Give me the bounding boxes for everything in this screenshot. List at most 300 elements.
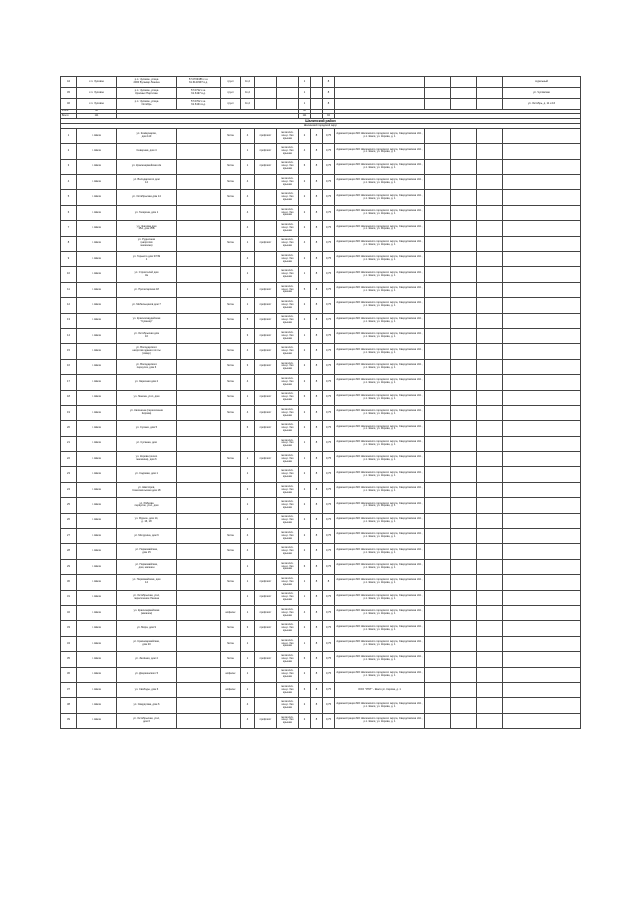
- value-cell: 8: [311, 452, 323, 467]
- empty-cell: [503, 467, 581, 482]
- coords-cell: 57.0702 с.ш. 61.6131 в.д.: [177, 99, 221, 110]
- container-type-cell: металлич. кон-р. без крышки: [277, 421, 299, 436]
- empty-cell: [177, 605, 221, 620]
- district-cell: с.п. Чусовое: [77, 99, 117, 110]
- district-cell: г. Шаля: [77, 698, 117, 713]
- location-cell: ул. Красногвардейская "Сувенир": [117, 313, 177, 328]
- count-cell: 1: [241, 282, 255, 297]
- roof-cell: профлист: [255, 621, 277, 636]
- empty-cell: [477, 513, 503, 528]
- empty-cell: [477, 621, 503, 636]
- container-type-cell: металлич. кон-р. без крышки: [277, 236, 299, 251]
- value-cell: 8: [311, 605, 323, 620]
- value-cell: 8: [311, 236, 323, 251]
- empty-cell: [425, 482, 451, 497]
- empty-cell: [477, 636, 503, 651]
- empty-cell: [451, 652, 477, 667]
- empty-cell: [311, 77, 323, 88]
- container-count-cell: 6: [299, 682, 311, 697]
- table-row: [61, 682, 581, 697]
- count-cell: 1: [299, 88, 311, 99]
- empty-cell: [503, 498, 581, 513]
- container-count-cell: 1: [299, 590, 311, 605]
- container-count-cell: 2: [299, 375, 311, 390]
- container-type-cell: металлич. кон-р. без крышки: [277, 267, 299, 282]
- container-type-cell: металлич. кон-р. без крышки: [277, 190, 299, 205]
- cover-cell: [221, 590, 241, 605]
- location-cell: ул. Октябрьская дом 10: [117, 328, 177, 343]
- empty-cell: [503, 652, 581, 667]
- empty-cell: [311, 88, 323, 99]
- owner-cell: отдельный: [503, 77, 581, 88]
- roof-cell: профлист: [255, 575, 277, 590]
- empty-cell: [451, 236, 477, 251]
- empty-cell: [503, 529, 581, 544]
- totals-label: Итого:: [61, 110, 77, 114]
- container-count-cell: 2: [299, 313, 311, 328]
- container-type-cell: металлич. кон-р. без крышки: [277, 436, 299, 451]
- roof-cell: [255, 667, 277, 682]
- empty-cell: [451, 682, 477, 697]
- value-cell: 8: [311, 128, 323, 143]
- empty-cell: [425, 575, 451, 590]
- row-number: 16: [61, 359, 77, 374]
- district-cell: г. Шаля: [77, 298, 117, 313]
- empty-cell: [451, 452, 477, 467]
- cover-cell: асфальт: [221, 682, 241, 697]
- table-row: [61, 405, 581, 420]
- count-cell: 4: [241, 698, 255, 713]
- owner-cell: Администрация МО Шалинского городского округа, Свердловская обл., р.п. Шаля, ул. Кирова, д. 1: [335, 559, 425, 574]
- empty-cell: [425, 298, 451, 313]
- roof-cell: профлист: [255, 713, 277, 728]
- empty-cell: [477, 652, 503, 667]
- empty-cell: [425, 405, 451, 420]
- empty-cell: [477, 221, 503, 236]
- owner-cell: Администрация МО Шалинского городского округа, Свердловская обл., р.п. Шаля, ул. Кирова, д. 1: [335, 467, 425, 482]
- location-cell: р.п. Чусовое, улица 2000 Бульвар Ленина: [117, 77, 177, 88]
- volume-cell: 0,75: [323, 652, 335, 667]
- count-cell: 1: [299, 99, 311, 110]
- empty-cell: [477, 452, 503, 467]
- count-cell: 1: [241, 575, 255, 590]
- district-cell: г. Шаля: [77, 605, 117, 620]
- table-row: [61, 436, 581, 451]
- empty-cell: [503, 205, 581, 220]
- cover-cell: бетон: [221, 175, 241, 190]
- cover-cell: [221, 513, 241, 528]
- empty-cell: [255, 99, 277, 110]
- roof-cell: [255, 267, 277, 282]
- table-row: [61, 190, 581, 205]
- container-count-cell: 1: [299, 575, 311, 590]
- container-type-cell: металлич. кон-р. без крышки: [277, 467, 299, 482]
- volume-cell: 0,75: [323, 298, 335, 313]
- container-type-cell: металлич. кон-р. без крышки: [277, 713, 299, 728]
- roof-cell: [255, 513, 277, 528]
- empty-cell: [477, 575, 503, 590]
- value-cell: 8: [311, 682, 323, 697]
- empty-cell: [177, 344, 221, 359]
- volume-cell: 0,75: [323, 421, 335, 436]
- empty-cell: [425, 128, 451, 143]
- owner-cell: Администрация МО Шалинского городского округа, Свердловская обл., р.п. Шаля, ул. Кирова, д. 1: [335, 405, 425, 420]
- empty-cell: [477, 77, 503, 88]
- container-type-cell: металлич. кон-р. без крышки: [277, 328, 299, 343]
- roof-cell: профлист: [255, 405, 277, 420]
- owner-cell: Администрация МО Шалинского городского округа, Свердловская обл., р.п. Шаля, ул. Кирова, д. 1: [335, 298, 425, 313]
- count-cell: 1: [241, 159, 255, 174]
- location-cell: ул. Гагарина, дом 1: [117, 205, 177, 220]
- empty-cell: [177, 482, 221, 497]
- district-cell: г. Шаля: [77, 159, 117, 174]
- volume-cell: 0,75: [323, 667, 335, 682]
- row-number: 15: [61, 344, 77, 359]
- cover-cell: грунт: [221, 99, 241, 110]
- empty-cell: [177, 190, 221, 205]
- volume-cell: 0,75: [323, 252, 335, 267]
- empty-cell: [425, 99, 451, 110]
- value-cell: 8: [311, 159, 323, 174]
- empty-cell: [425, 559, 451, 574]
- row-number: 3: [61, 159, 77, 174]
- count-cell: 1: [241, 467, 255, 482]
- cover-cell: бетон: [221, 405, 241, 420]
- empty-cell: [477, 298, 503, 313]
- table-row: [61, 282, 581, 297]
- empty-cell: [425, 88, 451, 99]
- roof-cell: профлист: [255, 390, 277, 405]
- district-cell: г. Шаля: [77, 513, 117, 528]
- row-number: 4: [61, 175, 77, 190]
- location-cell: ул. Свердлова, дом 6: [117, 698, 177, 713]
- roof-cell: профлист: [255, 344, 277, 359]
- cover-cell: грунт: [221, 88, 241, 99]
- empty-cell: [177, 590, 221, 605]
- cover-cell: [221, 498, 241, 513]
- row-number: 18: [61, 390, 77, 405]
- roof-cell: профлист: [255, 159, 277, 174]
- count-cell: 1: [241, 590, 255, 605]
- empty-cell: [425, 359, 451, 374]
- empty-cell: [451, 636, 477, 651]
- row-number: 8: [61, 236, 77, 251]
- location-cell: ул. Пролетарская 18: [117, 282, 177, 297]
- owner-cell: Администрация МО Шалинского городского округа, Свердловская обл., р.п. Шаля, ул. Кирова, д. 1: [335, 605, 425, 620]
- empty-cell: [451, 559, 477, 574]
- container-count-cell: 6: [299, 559, 311, 574]
- empty-cell: [503, 313, 581, 328]
- empty-cell: [425, 190, 451, 205]
- roof-cell: [255, 436, 277, 451]
- row-number: 44: [61, 77, 77, 88]
- table-row: [61, 713, 581, 728]
- row-number: 39: [61, 713, 77, 728]
- cover-cell: бетон: [221, 621, 241, 636]
- cover-cell: [221, 282, 241, 297]
- empty-cell: [425, 667, 451, 682]
- empty-cell: [425, 467, 451, 482]
- empty-cell: [177, 621, 221, 636]
- row-number: 38: [61, 698, 77, 713]
- empty-cell: [425, 452, 451, 467]
- district-cell: г. Шаля: [77, 128, 117, 143]
- empty-cell: [277, 77, 299, 88]
- table-row: [61, 175, 581, 190]
- container-type-cell: металлич. кон-р. без крышки: [277, 482, 299, 497]
- cover-cell: [221, 205, 241, 220]
- cover-cell: [221, 482, 241, 497]
- container-count-cell: 2: [299, 467, 311, 482]
- count-cell: 1: [299, 77, 311, 88]
- value-cell: 8: [311, 698, 323, 713]
- empty-cell: [425, 313, 451, 328]
- location-cell: ул. Калинина (пересечение Кирова): [117, 405, 177, 420]
- empty-cell: [425, 328, 451, 343]
- value-cell: 8: [311, 636, 323, 651]
- empty-cell: [477, 390, 503, 405]
- section-title: Шалинский район: [61, 118, 581, 124]
- roof-cell: [255, 698, 277, 713]
- cover-cell: асфальт: [221, 605, 241, 620]
- cover-cell: [221, 559, 241, 574]
- roof-cell: [255, 636, 277, 651]
- district-cell: г. Шаля: [77, 421, 117, 436]
- table-row: [61, 144, 581, 159]
- empty-cell: [177, 636, 221, 651]
- empty-cell: [451, 128, 477, 143]
- value-cell: 8: [311, 282, 323, 297]
- table-row: [61, 236, 581, 251]
- owner-cell: Администрация МО Шалинского городского округа, Свердловская обл., р.п. Шаля, ул. Кирова, д. 1: [335, 513, 425, 528]
- row-number: 6: [61, 205, 77, 220]
- empty-cell: [425, 544, 451, 559]
- empty-cell: [503, 252, 581, 267]
- owner-cell: Администрация МО Шалинского городского округа, Свердловская обл., р.п. Шаля, ул. Кирова, д. 1: [335, 221, 425, 236]
- owner-cell: Администрация МО Шалинского городского округа, Свердловская обл., р.п. Шаля, ул. Кирова, д. 1: [335, 175, 425, 190]
- row-number: 45: [61, 88, 77, 99]
- count-cell: 4: [241, 205, 255, 220]
- value-cell: 8: [311, 529, 323, 544]
- district-cell: г. Шаля: [77, 467, 117, 482]
- district-cell: г. Шаля: [77, 236, 117, 251]
- empty-cell: [503, 159, 581, 174]
- empty-cell: [425, 436, 451, 451]
- empty-cell: [425, 652, 451, 667]
- empty-cell: [477, 359, 503, 374]
- empty-cell: [425, 621, 451, 636]
- owner-cell: Администрация МО Шалинского городского округа, Свердловская обл., р.п. Шаля, ул. Кирова, д. 1: [335, 452, 425, 467]
- empty-cell: [503, 559, 581, 574]
- container-count-cell: 2: [299, 698, 311, 713]
- count-cell: 1: [241, 452, 255, 467]
- row-number: 27: [61, 529, 77, 544]
- roof-cell: профлист: [255, 652, 277, 667]
- empty-cell: [425, 498, 451, 513]
- table-row: [61, 88, 581, 99]
- container-count-cell: 1: [299, 328, 311, 343]
- empty-cell: [335, 88, 425, 99]
- table-row: [61, 590, 581, 605]
- empty-cell: [451, 175, 477, 190]
- value-cell: 8: [311, 375, 323, 390]
- roof-cell: [255, 205, 277, 220]
- district-cell: г. Шаля: [77, 144, 117, 159]
- container-count-cell: 2: [299, 252, 311, 267]
- location-cell: ул. Дзержинского 5: [117, 667, 177, 682]
- empty-cell: [177, 498, 221, 513]
- container-count-cell: 4: [299, 605, 311, 620]
- empty-cell: [451, 313, 477, 328]
- district-cell: г. Шаля: [77, 390, 117, 405]
- container-type-cell: металлич. кон-р. без крышки: [277, 344, 299, 359]
- empty-cell: [503, 544, 581, 559]
- location-cell: ул. Садовая, дом 1: [117, 467, 177, 482]
- empty-cell: [503, 590, 581, 605]
- empty-cell: [451, 282, 477, 297]
- location-cell: ул. Рябкова переулок, угол, дом: [117, 498, 177, 513]
- count-cell: 3: [241, 482, 255, 497]
- district-cell: г. Шаля: [77, 436, 117, 451]
- district-cell: г. Шаля: [77, 267, 117, 282]
- totals-value: 111: [299, 114, 311, 118]
- value-cell: 8: [311, 436, 323, 451]
- table-row: [61, 375, 581, 390]
- empty-cell: [451, 698, 477, 713]
- container-type-cell: металлич. кон-р. без крышки: [277, 452, 299, 467]
- empty-cell: [503, 575, 581, 590]
- empty-cell: [477, 205, 503, 220]
- volume-cell: 0,75: [323, 344, 335, 359]
- location-cell: Северная, дом 4: [117, 144, 177, 159]
- empty-cell: [503, 636, 581, 651]
- table-row: [61, 267, 581, 282]
- district-cell: г. Шаля: [77, 190, 117, 205]
- container-count-cell: 1: [299, 436, 311, 451]
- empty-cell: [451, 88, 477, 99]
- volume-cell: 8: [323, 77, 335, 88]
- district-cell: г. Шаля: [77, 313, 117, 328]
- location-cell: ул. Красноармейская 2а: [117, 159, 177, 174]
- table-row: [61, 99, 581, 110]
- empty-cell: [477, 175, 503, 190]
- owner-cell: Администрация МО Шалинского городского округа, Свердловская обл., р.п. Шаля, ул. Кирова, д. 1: [335, 267, 425, 282]
- empty-cell: [451, 267, 477, 282]
- empty-cell: [177, 328, 221, 343]
- cover-cell: асфальт: [221, 667, 241, 682]
- volume-cell: 0,75: [323, 529, 335, 544]
- empty-cell: [177, 282, 221, 297]
- value-cell: 8: [311, 544, 323, 559]
- empty-cell: [425, 605, 451, 620]
- empty-cell: [335, 77, 425, 88]
- empty-cell: [477, 267, 503, 282]
- empty-cell: [425, 513, 451, 528]
- cover-cell: бетон: [221, 375, 241, 390]
- district-cell: г. Шаля: [77, 205, 117, 220]
- location-cell: ул. Сусанна, дом: [117, 436, 177, 451]
- empty-cell: [177, 159, 221, 174]
- container-count-cell: 2: [299, 359, 311, 374]
- count-cell: 4: [241, 405, 255, 420]
- empty-cell: [277, 88, 299, 99]
- volume-cell: 0,75: [323, 559, 335, 574]
- container-count-cell: 4: [299, 236, 311, 251]
- container-type-cell: металлич. кон-р. без крышки: [277, 282, 299, 297]
- owner-cell: Администрация МО Шалинского городского округа, Свердловская обл., р.п. Шаля, ул. Кирова, д. 1: [335, 328, 425, 343]
- owner-cell: Администрация МО Шалинского городского округа, Свердловская обл., р.п. Шаля, ул. Кирова, д. 1: [335, 205, 425, 220]
- empty-cell: [177, 513, 221, 528]
- empty-cell: [177, 421, 221, 436]
- empty-cell: [177, 559, 221, 574]
- district-cell: г. Шаля: [77, 359, 117, 374]
- empty-cell: [451, 575, 477, 590]
- count-cell: 4: [241, 344, 255, 359]
- table-row: [61, 482, 581, 497]
- empty-cell: [451, 544, 477, 559]
- empty-cell: [451, 190, 477, 205]
- container-count-cell: 2: [299, 405, 311, 420]
- volume-cell: 0,75: [323, 313, 335, 328]
- table-row: [61, 605, 581, 620]
- empty-cell: [451, 159, 477, 174]
- section-header: [61, 118, 581, 128]
- empty-cell: [477, 605, 503, 620]
- count-cell: 1: [241, 636, 255, 651]
- empty-cell: [477, 99, 503, 110]
- empty-cell: [177, 144, 221, 159]
- coords-cell: 57.0703386 с.ш. 61.6123397 в.д.: [177, 77, 221, 88]
- empty-cell: [177, 313, 221, 328]
- volume-cell: 0,75: [323, 144, 335, 159]
- location-cell: ул. Мебельщиков дом 7: [117, 298, 177, 313]
- owner-cell: Администрация МО Шалинского городского округа, Свердловская обл., р.п. Шаля, ул. Кирова, д. 1: [335, 698, 425, 713]
- owner-cell: Администрация МО Шалинского городского округа, Свердловская обл., р.п. Шаля, ул. Кирова, д. 1: [335, 313, 425, 328]
- value-cell: 8: [311, 559, 323, 574]
- table-row: [61, 221, 581, 236]
- owner-cell: Администрация МО Шалинского городского округа, Свердловская обл., р.п. Шаля, ул. Кирова, д. 1: [335, 636, 425, 651]
- row-number: 21: [61, 436, 77, 451]
- district-cell: г. Шаля: [77, 405, 117, 420]
- container-type-cell: металлич. кон-р. без крышки: [277, 621, 299, 636]
- empty-cell: [177, 436, 221, 451]
- empty-cell: [503, 605, 581, 620]
- volume-cell: 0,75: [323, 190, 335, 205]
- container-count-cell: 2: [299, 128, 311, 143]
- empty-cell: [477, 405, 503, 420]
- container-type-cell: металлич. кон-р. без крышки: [277, 682, 299, 697]
- registry-sheet: [60, 76, 580, 729]
- roof-cell: [255, 175, 277, 190]
- empty-cell: [477, 375, 503, 390]
- empty-cell: [503, 236, 581, 251]
- owner-cell: Администрация МО Шалинского городского округа, Свердловская обл., р.п. Шаля, ул. Кирова, д. 1: [335, 482, 425, 497]
- empty-cell: [451, 205, 477, 220]
- value-cell: 8: [311, 267, 323, 282]
- owner-cell: Администрация МО Шалинского городского округа, Свердловская обл., р.п. Шаля, ул. Кирова, д. 1: [335, 544, 425, 559]
- roof-cell: [255, 467, 277, 482]
- totals-value: 46: [299, 110, 311, 114]
- value-cell: 8: [311, 482, 323, 497]
- location-cell: ул. Чкалова дом 35А, дом 35Б: [117, 221, 177, 236]
- empty-cell: [503, 128, 581, 143]
- row-number: 46: [61, 99, 77, 110]
- value-cell: 8: [311, 421, 323, 436]
- container-count-cell: 6: [299, 652, 311, 667]
- owner-cell: Администрация МО Шалинского городского округа, Свердловская обл., р.п. Шаля, ул. Кирова, д. 1: [335, 529, 425, 544]
- volume-cell: 0,75: [323, 698, 335, 713]
- empty-cell: [503, 713, 581, 728]
